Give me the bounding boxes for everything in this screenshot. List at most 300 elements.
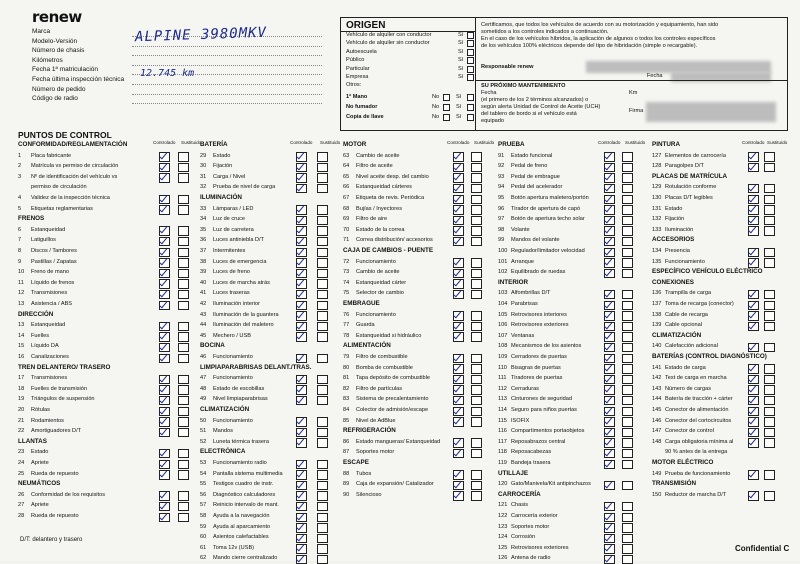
controlado-checkbox[interactable] [453,311,464,321]
controlado-checkbox[interactable] [604,343,615,353]
sustituido-checkbox[interactable] [317,385,328,395]
sustituido-checkbox[interactable] [622,269,633,279]
controlado-checkbox[interactable] [296,417,307,427]
controlado-checkbox[interactable] [748,195,759,205]
sustituido-checkbox[interactable] [622,290,633,300]
sustituido-checkbox[interactable] [764,396,775,406]
sustituido-checkbox[interactable] [622,163,633,173]
sustituido-checkbox[interactable] [764,205,775,215]
sustituido-checkbox[interactable] [622,555,633,564]
origin-checkbox[interactable] [467,32,474,39]
sustituido-checkbox[interactable] [471,364,482,374]
sustituido-checkbox[interactable] [764,364,775,374]
controlado-checkbox[interactable] [453,449,464,459]
controlado-checkbox[interactable] [453,491,464,501]
controlado-checkbox[interactable] [453,396,464,406]
controlado-checkbox[interactable] [159,248,170,258]
controlado-checkbox[interactable] [748,375,759,385]
sustituido-checkbox[interactable] [622,438,633,448]
sustituido-checkbox[interactable] [622,258,633,268]
controlado-checkbox[interactable] [453,375,464,385]
sustituido-checkbox[interactable] [764,226,775,236]
origin-checkbox[interactable] [467,104,474,111]
sustituido-checkbox[interactable] [317,152,328,162]
sustituido-checkbox[interactable] [764,258,775,268]
sustituido-checkbox[interactable] [622,502,633,512]
controlado-checkbox[interactable] [453,205,464,215]
sustituido-checkbox[interactable] [317,438,328,448]
sustituido-checkbox[interactable] [471,375,482,385]
sustituido-checkbox[interactable] [622,205,633,215]
sustituido-checkbox[interactable] [622,173,633,183]
sustituido-checkbox[interactable] [471,449,482,459]
sustituido-checkbox[interactable] [178,195,189,205]
sustituido-checkbox[interactable] [317,205,328,215]
sustituido-checkbox[interactable] [471,470,482,480]
origin-checkbox[interactable] [467,57,474,64]
controlado-checkbox[interactable] [296,173,307,183]
controlado-checkbox[interactable] [296,205,307,215]
controlado-checkbox[interactable] [604,523,615,533]
origin-checkbox[interactable] [443,94,450,101]
controlado-checkbox[interactable] [604,173,615,183]
origin-checkbox[interactable] [467,94,474,101]
sustituido-checkbox[interactable] [317,544,328,554]
controlado-checkbox[interactable] [604,481,615,491]
controlado-checkbox[interactable] [159,428,170,438]
controlado-checkbox[interactable] [748,152,759,162]
origin-checkbox[interactable] [443,104,450,111]
sustituido-checkbox[interactable] [317,163,328,173]
sustituido-checkbox[interactable] [471,491,482,501]
controlado-checkbox[interactable] [159,258,170,268]
controlado-checkbox[interactable] [748,417,759,427]
sustituido-checkbox[interactable] [622,534,633,544]
controlado-checkbox[interactable] [159,332,170,342]
sustituido-checkbox[interactable] [471,481,482,491]
controlado-checkbox[interactable] [748,396,759,406]
controlado-checkbox[interactable] [453,470,464,480]
controlado-checkbox[interactable] [159,290,170,300]
controlado-checkbox[interactable] [159,226,170,236]
sustituido-checkbox[interactable] [317,173,328,183]
controlado-checkbox[interactable] [296,523,307,533]
controlado-checkbox[interactable] [159,491,170,501]
sustituido-checkbox[interactable] [471,237,482,247]
sustituido-checkbox[interactable] [317,290,328,300]
controlado-checkbox[interactable] [296,279,307,289]
controlado-checkbox[interactable] [296,332,307,342]
sustituido-checkbox[interactable] [622,311,633,321]
controlado-checkbox[interactable] [604,449,615,459]
controlado-checkbox[interactable] [296,152,307,162]
controlado-checkbox[interactable] [604,544,615,554]
controlado-checkbox[interactable] [604,332,615,342]
controlado-checkbox[interactable] [296,184,307,194]
sustituido-checkbox[interactable] [317,322,328,332]
origin-checkbox[interactable] [467,66,474,73]
sustituido-checkbox[interactable] [764,216,775,226]
sustituido-checkbox[interactable] [317,523,328,533]
controlado-checkbox[interactable] [748,428,759,438]
controlado-checkbox[interactable] [604,396,615,406]
sustituido-checkbox[interactable] [622,195,633,205]
controlado-checkbox[interactable] [748,322,759,332]
controlado-checkbox[interactable] [453,226,464,236]
controlado-checkbox[interactable] [604,311,615,321]
controlado-checkbox[interactable] [159,502,170,512]
controlado-checkbox[interactable] [296,491,307,501]
origin-checkbox[interactable] [467,74,474,81]
controlado-checkbox[interactable] [453,364,464,374]
controlado-checkbox[interactable] [296,269,307,279]
controlado-checkbox[interactable] [604,502,615,512]
sustituido-checkbox[interactable] [317,470,328,480]
sustituido-checkbox[interactable] [178,152,189,162]
sustituido-checkbox[interactable] [317,258,328,268]
controlado-checkbox[interactable] [296,481,307,491]
sustituido-checkbox[interactable] [471,216,482,226]
controlado-checkbox[interactable] [296,226,307,236]
controlado-checkbox[interactable] [604,407,615,417]
controlado-checkbox[interactable] [604,301,615,311]
sustituido-checkbox[interactable] [178,279,189,289]
controlado-checkbox[interactable] [604,354,615,364]
controlado-checkbox[interactable] [296,513,307,523]
controlado-checkbox[interactable] [748,248,759,258]
sustituido-checkbox[interactable] [178,385,189,395]
controlado-checkbox[interactable] [604,555,615,564]
sustituido-checkbox[interactable] [317,428,328,438]
controlado-checkbox[interactable] [453,195,464,205]
controlado-checkbox[interactable] [604,216,615,226]
sustituido-checkbox[interactable] [471,152,482,162]
sustituido-checkbox[interactable] [764,491,775,501]
origin-checkbox[interactable] [467,40,474,47]
sustituido-checkbox[interactable] [178,396,189,406]
sustituido-checkbox[interactable] [317,555,328,564]
sustituido-checkbox[interactable] [622,417,633,427]
sustituido-checkbox[interactable] [317,332,328,342]
sustituido-checkbox[interactable] [178,226,189,236]
sustituido-checkbox[interactable] [471,173,482,183]
sustituido-checkbox[interactable] [317,491,328,501]
sustituido-checkbox[interactable] [622,523,633,533]
sustituido-checkbox[interactable] [622,301,633,311]
controlado-checkbox[interactable] [604,237,615,247]
controlado-checkbox[interactable] [453,322,464,332]
controlado-checkbox[interactable] [453,290,464,300]
controlado-checkbox[interactable] [296,311,307,321]
sustituido-checkbox[interactable] [622,322,633,332]
sustituido-checkbox[interactable] [178,248,189,258]
controlado-checkbox[interactable] [296,322,307,332]
controlado-checkbox[interactable] [604,163,615,173]
controlado-checkbox[interactable] [159,195,170,205]
sustituido-checkbox[interactable] [471,184,482,194]
sustituido-checkbox[interactable] [622,481,633,491]
sustituido-checkbox[interactable] [764,438,775,448]
sustituido-checkbox[interactable] [764,343,775,353]
controlado-checkbox[interactable] [296,290,307,300]
controlado-checkbox[interactable] [604,248,615,258]
sustituido-checkbox[interactable] [178,417,189,427]
sustituido-checkbox[interactable] [178,322,189,332]
sustituido-checkbox[interactable] [178,343,189,353]
controlado-checkbox[interactable] [604,534,615,544]
sustituido-checkbox[interactable] [317,226,328,236]
sustituido-checkbox[interactable] [622,375,633,385]
sustituido-checkbox[interactable] [622,332,633,342]
controlado-checkbox[interactable] [604,460,615,470]
sustituido-checkbox[interactable] [471,396,482,406]
controlado-checkbox[interactable] [604,290,615,300]
controlado-checkbox[interactable] [604,385,615,395]
controlado-checkbox[interactable] [453,269,464,279]
controlado-checkbox[interactable] [296,438,307,448]
sustituido-checkbox[interactable] [178,173,189,183]
controlado-checkbox[interactable] [296,460,307,470]
sustituido-checkbox[interactable] [471,195,482,205]
controlado-checkbox[interactable] [296,237,307,247]
sustituido-checkbox[interactable] [622,460,633,470]
controlado-checkbox[interactable] [159,173,170,183]
controlado-checkbox[interactable] [159,513,170,523]
sustituido-checkbox[interactable] [622,364,633,374]
controlado-checkbox[interactable] [159,375,170,385]
controlado-checkbox[interactable] [453,216,464,226]
sustituido-checkbox[interactable] [178,301,189,311]
controlado-checkbox[interactable] [296,216,307,226]
controlado-checkbox[interactable] [748,364,759,374]
controlado-checkbox[interactable] [159,163,170,173]
controlado-checkbox[interactable] [453,417,464,427]
controlado-checkbox[interactable] [453,184,464,194]
sustituido-checkbox[interactable] [764,184,775,194]
sustituido-checkbox[interactable] [622,184,633,194]
sustituido-checkbox[interactable] [178,407,189,417]
controlado-checkbox[interactable] [453,152,464,162]
sustituido-checkbox[interactable] [317,502,328,512]
controlado-checkbox[interactable] [604,438,615,448]
controlado-checkbox[interactable] [748,184,759,194]
controlado-checkbox[interactable] [748,470,759,480]
controlado-checkbox[interactable] [604,195,615,205]
controlado-checkbox[interactable] [296,301,307,311]
sustituido-checkbox[interactable] [471,417,482,427]
controlado-checkbox[interactable] [604,322,615,332]
sustituido-checkbox[interactable] [471,354,482,364]
controlado-checkbox[interactable] [453,354,464,364]
sustituido-checkbox[interactable] [317,396,328,406]
controlado-checkbox[interactable] [159,237,170,247]
controlado-checkbox[interactable] [453,237,464,247]
controlado-checkbox[interactable] [604,152,615,162]
controlado-checkbox[interactable] [296,470,307,480]
origin-checkbox[interactable] [443,114,450,121]
sustituido-checkbox[interactable] [471,290,482,300]
controlado-checkbox[interactable] [604,417,615,427]
controlado-checkbox[interactable] [453,332,464,342]
sustituido-checkbox[interactable] [317,248,328,258]
controlado-checkbox[interactable] [453,279,464,289]
sustituido-checkbox[interactable] [471,163,482,173]
sustituido-checkbox[interactable] [317,375,328,385]
sustituido-checkbox[interactable] [622,343,633,353]
sustituido-checkbox[interactable] [317,301,328,311]
controlado-checkbox[interactable] [453,385,464,395]
controlado-checkbox[interactable] [748,438,759,448]
controlado-checkbox[interactable] [748,343,759,353]
sustituido-checkbox[interactable] [317,513,328,523]
controlado-checkbox[interactable] [453,407,464,417]
sustituido-checkbox[interactable] [178,470,189,480]
sustituido-checkbox[interactable] [471,205,482,215]
controlado-checkbox[interactable] [159,343,170,353]
sustituido-checkbox[interactable] [471,269,482,279]
controlado-checkbox[interactable] [159,269,170,279]
controlado-checkbox[interactable] [748,226,759,236]
sustituido-checkbox[interactable] [471,332,482,342]
sustituido-checkbox[interactable] [622,385,633,395]
controlado-checkbox[interactable] [159,449,170,459]
controlado-checkbox[interactable] [748,216,759,226]
sustituido-checkbox[interactable] [764,385,775,395]
controlado-checkbox[interactable] [453,173,464,183]
controlado-checkbox[interactable] [604,364,615,374]
sustituido-checkbox[interactable] [178,502,189,512]
sustituido-checkbox[interactable] [471,258,482,268]
controlado-checkbox[interactable] [159,385,170,395]
controlado-checkbox[interactable] [748,258,759,268]
controlado-checkbox[interactable] [296,428,307,438]
controlado-checkbox[interactable] [159,205,170,215]
sustituido-checkbox[interactable] [471,279,482,289]
controlado-checkbox[interactable] [159,396,170,406]
controlado-checkbox[interactable] [604,226,615,236]
sustituido-checkbox[interactable] [764,322,775,332]
sustituido-checkbox[interactable] [317,481,328,491]
sustituido-checkbox[interactable] [471,311,482,321]
sustituido-checkbox[interactable] [622,428,633,438]
controlado-checkbox[interactable] [296,534,307,544]
sustituido-checkbox[interactable] [317,237,328,247]
controlado-checkbox[interactable] [748,163,759,173]
sustituido-checkbox[interactable] [471,322,482,332]
sustituido-checkbox[interactable] [622,354,633,364]
sustituido-checkbox[interactable] [764,428,775,438]
controlado-checkbox[interactable] [159,152,170,162]
controlado-checkbox[interactable] [296,385,307,395]
controlado-checkbox[interactable] [296,502,307,512]
controlado-checkbox[interactable] [296,248,307,258]
controlado-checkbox[interactable] [296,544,307,554]
controlado-checkbox[interactable] [748,407,759,417]
sustituido-checkbox[interactable] [178,205,189,215]
controlado-checkbox[interactable] [296,354,307,364]
controlado-checkbox[interactable] [453,438,464,448]
sustituido-checkbox[interactable] [471,226,482,236]
controlado-checkbox[interactable] [748,205,759,215]
controlado-checkbox[interactable] [159,417,170,427]
controlado-checkbox[interactable] [159,301,170,311]
sustituido-checkbox[interactable] [317,184,328,194]
sustituido-checkbox[interactable] [622,248,633,258]
controlado-checkbox[interactable] [748,311,759,321]
sustituido-checkbox[interactable] [317,354,328,364]
sustituido-checkbox[interactable] [317,417,328,427]
sustituido-checkbox[interactable] [764,417,775,427]
controlado-checkbox[interactable] [604,205,615,215]
controlado-checkbox[interactable] [159,322,170,332]
controlado-checkbox[interactable] [159,279,170,289]
sustituido-checkbox[interactable] [178,269,189,279]
sustituido-checkbox[interactable] [622,396,633,406]
sustituido-checkbox[interactable] [764,195,775,205]
controlado-checkbox[interactable] [159,354,170,364]
sustituido-checkbox[interactable] [622,407,633,417]
controlado-checkbox[interactable] [453,163,464,173]
controlado-checkbox[interactable] [604,428,615,438]
sustituido-checkbox[interactable] [178,513,189,523]
controlado-checkbox[interactable] [748,385,759,395]
controlado-checkbox[interactable] [453,481,464,491]
sustituido-checkbox[interactable] [622,449,633,459]
sustituido-checkbox[interactable] [764,301,775,311]
sustituido-checkbox[interactable] [764,407,775,417]
sustituido-checkbox[interactable] [317,279,328,289]
sustituido-checkbox[interactable] [178,354,189,364]
sustituido-checkbox[interactable] [178,332,189,342]
controlado-checkbox[interactable] [296,396,307,406]
sustituido-checkbox[interactable] [764,470,775,480]
sustituido-checkbox[interactable] [178,428,189,438]
sustituido-checkbox[interactable] [317,534,328,544]
sustituido-checkbox[interactable] [471,438,482,448]
controlado-checkbox[interactable] [159,407,170,417]
controlado-checkbox[interactable] [296,555,307,564]
sustituido-checkbox[interactable] [764,311,775,321]
controlado-checkbox[interactable] [748,290,759,300]
controlado-checkbox[interactable] [453,258,464,268]
sustituido-checkbox[interactable] [622,226,633,236]
sustituido-checkbox[interactable] [764,248,775,258]
controlado-checkbox[interactable] [604,184,615,194]
sustituido-checkbox[interactable] [764,163,775,173]
controlado-checkbox[interactable] [604,258,615,268]
sustituido-checkbox[interactable] [178,375,189,385]
sustituido-checkbox[interactable] [622,152,633,162]
origin-checkbox[interactable] [467,114,474,121]
sustituido-checkbox[interactable] [317,216,328,226]
sustituido-checkbox[interactable] [178,290,189,300]
controlado-checkbox[interactable] [604,375,615,385]
controlado-checkbox[interactable] [159,460,170,470]
sustituido-checkbox[interactable] [317,311,328,321]
sustituido-checkbox[interactable] [622,544,633,554]
sustituido-checkbox[interactable] [178,237,189,247]
controlado-checkbox[interactable] [296,375,307,385]
sustituido-checkbox[interactable] [622,513,633,523]
controlado-checkbox[interactable] [748,491,759,501]
controlado-checkbox[interactable] [296,163,307,173]
controlado-checkbox[interactable] [604,513,615,523]
sustituido-checkbox[interactable] [178,163,189,173]
sustituido-checkbox[interactable] [178,449,189,459]
sustituido-checkbox[interactable] [471,407,482,417]
sustituido-checkbox[interactable] [471,385,482,395]
sustituido-checkbox[interactable] [317,460,328,470]
